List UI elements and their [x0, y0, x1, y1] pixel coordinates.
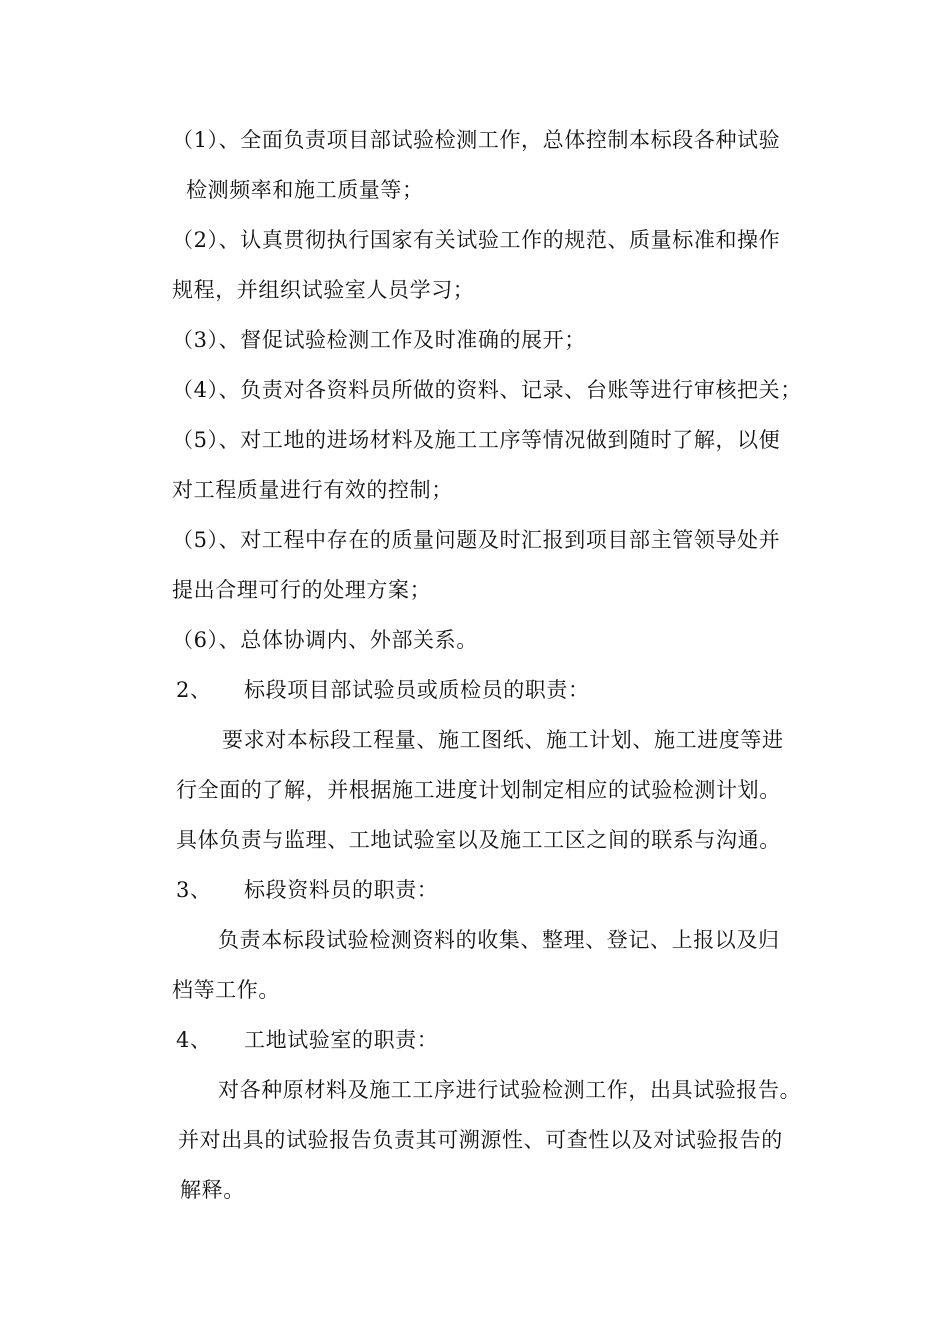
section-4-para-line-2: 并对出具的试验报告负责其可溯源性、可查性以及对试验报告的	[178, 1128, 783, 1152]
duty-3-line-1: （3）、督促试验检测工作及时准确的展开；	[172, 328, 586, 352]
section-3-number: 3、	[176, 878, 212, 902]
duty-4-line-1: （4）、负责对各资料员所做的资料、记录、台账等进行审核把关；	[172, 378, 802, 402]
duty-2-line-2: 规程，并组织试验室人员学习；	[172, 278, 475, 302]
duty-1-line-1: （1）、全面负责项目部试验检测工作，总体控制本标段各种试验	[172, 128, 781, 152]
section-3-para-line-2: 档等工作。	[172, 978, 280, 1002]
section-2-number: 2、	[176, 678, 212, 702]
duty-6-line-1: （5）、对工程中存在的质量问题及时汇报到项目部主管领导处并	[172, 528, 781, 552]
section-2-para-line-1: 要求对本标段工程量、施工图纸、施工计划、施工进度等进	[222, 728, 784, 752]
section-2-para-line-2: 行全面的了解，并根据施工进度计划制定相应的试验检测计划。	[176, 778, 781, 802]
duty-1-line-2: 检测频率和施工质量等；	[186, 178, 424, 202]
duty-7-line-1: （6）、总体协调内、外部关系。	[172, 628, 478, 652]
duty-2-line-1: （2）、认真贯彻执行国家有关试验工作的规范、质量标准和操作	[172, 228, 781, 252]
section-2-title: 标段项目部试验员或质检员的职责：	[244, 678, 590, 702]
section-3-para-line-1: 负责本标段试验检测资料的收集、整理、登记、上报以及归	[218, 928, 780, 952]
duty-5-line-1: （5）、对工地的进场材料及施工工序等情况做到随时了解，以便	[172, 428, 781, 452]
section-2-heading	[176, 676, 590, 704]
section-4-title: 工地试验室的职责：	[244, 1028, 439, 1052]
section-3-heading	[176, 876, 438, 904]
section-4-number: 4、	[176, 1028, 212, 1052]
section-4-para-line-3: 解释。	[180, 1178, 245, 1202]
section-3-title: 标段资料员的职责：	[244, 878, 439, 902]
duty-5-line-2: 对工程质量进行有效的控制；	[172, 478, 453, 502]
section-2-para-line-3: 具体负责与监理、工地试验室以及施工工区之间的联系与沟通。	[176, 828, 781, 852]
section-4-para-line-1: 对各种原材料及施工工序进行试验检测工作，出具试验报告。	[218, 1078, 802, 1102]
section-4-heading	[176, 1026, 438, 1054]
duty-6-line-2: 提出合理可行的处理方案；	[172, 578, 432, 602]
